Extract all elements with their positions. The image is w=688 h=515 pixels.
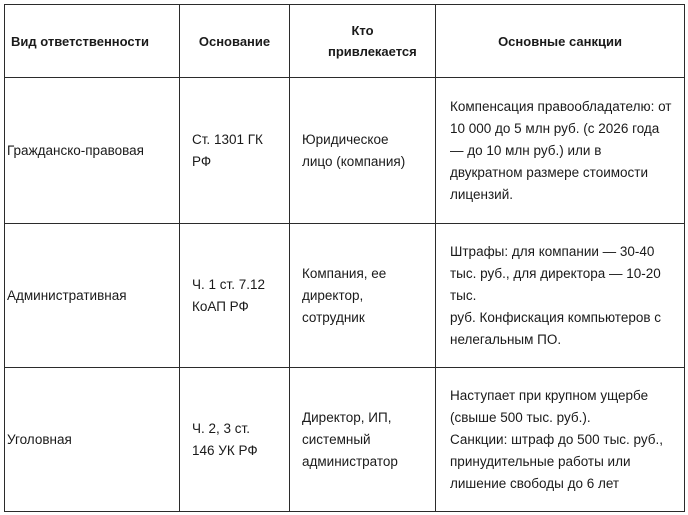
- cell-type: Гражданско-правовая: [5, 78, 180, 224]
- sanction-text: Наступает при крупном ущербе (свыше 500 тыс. руб.).: [450, 387, 649, 425]
- header-basis: Основание: [180, 5, 290, 78]
- sanction-text: Санкции: штраф до 500 тыс. руб., принудительные работы или лишение свободы до 6 лет: [450, 431, 664, 491]
- table-row: [5, 368, 685, 512]
- cell-type: Уголовная: [5, 368, 180, 512]
- cell-basis: Ст. 1301 ГК РФ: [180, 78, 290, 224]
- cell-sanctions: [436, 224, 685, 368]
- header-who: Кто привлекается: [290, 5, 436, 78]
- cell-who: Компания, ее директор, сотрудник: [290, 224, 436, 368]
- cell-who: Юридическое лицо (компания): [290, 78, 436, 224]
- liability-table: [4, 4, 685, 512]
- cell-type: Административная: [5, 224, 180, 368]
- cell-who: Директор, ИП, системный администратор: [290, 368, 436, 512]
- cell-basis: Ч. 2, 3 ст. 146 УК РФ: [180, 368, 290, 512]
- header-type: Вид ответственности: [5, 5, 180, 78]
- header-sanctions: Основные санкции: [436, 5, 685, 78]
- sanction-text: Компенсация правообладателю: от 10 000 до 5 млн руб. (с 2026 года — до 10 млн руб.) или в двукратном размере стоимости лицензий.: [450, 98, 672, 202]
- cell-basis: Ч. 1 ст. 7.12 КоАП РФ: [180, 224, 290, 368]
- header-row: [5, 5, 685, 78]
- cell-sanctions: [436, 78, 685, 224]
- table-row: [5, 78, 685, 224]
- sanction-text: руб. Конфискация компьютеров с нелегальным ПО.: [450, 309, 662, 347]
- cell-sanctions: [436, 368, 685, 512]
- table-row: [5, 224, 685, 368]
- sanction-text: Штрафы: для компании — 30-40 тыс. руб., для директора — 10-20 тыс.: [450, 243, 661, 303]
